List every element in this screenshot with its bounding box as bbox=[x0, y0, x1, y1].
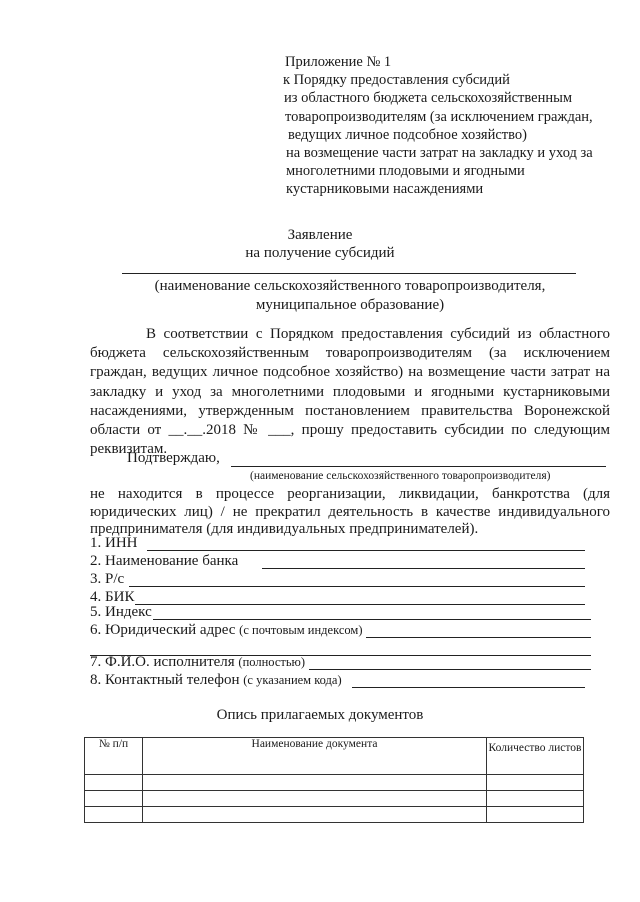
table-header-row bbox=[85, 738, 584, 775]
applicant-caption: (наименование сельскохозяйственного товаропроизводителя, муниципальное образование) bbox=[154, 278, 546, 313]
field-phone: 8. Контактный телефон (с указанием кода) bbox=[90, 672, 342, 688]
field-inn-line[interactable] bbox=[147, 550, 585, 551]
applicant-name-line[interactable] bbox=[122, 273, 576, 274]
annex-line: к Порядку предоставления субсидий bbox=[283, 72, 510, 89]
field-legal-address: 6. Юридический адрес (с почтовым индексом) bbox=[90, 622, 363, 638]
table-row bbox=[85, 775, 584, 791]
annex-line: товаропроизводителям (за исключением граждан, bbox=[285, 108, 593, 125]
table-cell[interactable] bbox=[143, 775, 487, 791]
annex-line: Приложение № 1 bbox=[285, 54, 392, 70]
table-cell[interactable] bbox=[487, 791, 584, 807]
annex-line: из областного бюджета сельскохозяйственным bbox=[284, 90, 573, 107]
field-bik: 4. БИК bbox=[90, 589, 135, 605]
table-row bbox=[85, 807, 584, 823]
main-paragraph: В соответствии с Порядком предоставления субсидий из областного бюджета сельскохозяйственным товаропроизводителям (за исключением граждан, ведущих личное подсобное хозяйство) на возмещение части затрат на закладку и уход за многолетними плодовыми и ягодными кустарниковыми насаждениями, утвержденным постановлением правительства Воронежской области от __.__.2018 № ___, прошу предоставить субсидии по следующим реквизитам. bbox=[90, 326, 610, 458]
field-bank-name: 2. Наименование банка bbox=[90, 553, 239, 569]
field-bik-line[interactable] bbox=[135, 604, 585, 605]
field-executor-line[interactable] bbox=[309, 669, 591, 670]
field-bank-name-line[interactable] bbox=[262, 568, 585, 569]
table-cell[interactable] bbox=[85, 775, 143, 791]
table-cell[interactable] bbox=[85, 791, 143, 807]
column-header-document: Наименование документа bbox=[143, 738, 487, 775]
field-index: 5. Индекс bbox=[90, 604, 152, 620]
document-title: Заявление bbox=[287, 227, 353, 243]
field-index-line[interactable] bbox=[153, 619, 591, 620]
table-cell[interactable] bbox=[143, 791, 487, 807]
annex-line: кустарниковыми насаждениями bbox=[286, 181, 484, 198]
confirm-name-line[interactable] bbox=[231, 466, 606, 467]
field-inn: 1. ИНН bbox=[90, 535, 138, 551]
confirm-paragraph: не находится в процессе реорганизации, ликвидации, банкротства (для юридических лиц) / не прекратил деятельность в качестве индивидуального предпринимателя (для индивидуальных предпринимателей). bbox=[90, 486, 610, 537]
table-cell[interactable] bbox=[487, 807, 584, 823]
field-legal-address-line[interactable] bbox=[366, 637, 591, 638]
documents-title: Опись прилагаемых документов bbox=[216, 707, 424, 723]
documents-table bbox=[84, 737, 584, 823]
confirm-label: Подтверждаю, bbox=[127, 450, 220, 466]
annex-line: ведущих личное подсобное хозяйство) bbox=[288, 126, 527, 143]
field-account: 3. Р/с bbox=[90, 571, 125, 587]
annex-header bbox=[283, 53, 613, 199]
table-row bbox=[85, 791, 584, 807]
table-cell[interactable] bbox=[487, 775, 584, 791]
field-phone-line[interactable] bbox=[352, 687, 585, 688]
column-header-number: № п/п bbox=[85, 738, 143, 775]
document-subtitle: на получение субсидий bbox=[245, 245, 395, 261]
annex-line: на возмещение части затрат на закладку и уход за bbox=[286, 145, 593, 162]
field-executor: 7. Ф.И.О. исполнителя (полностью) bbox=[90, 654, 306, 670]
field-account-line[interactable] bbox=[129, 586, 585, 587]
table-cell[interactable] bbox=[85, 807, 143, 823]
column-header-pages: Количество листов bbox=[487, 738, 584, 775]
confirm-caption: (наименование сельскохозяйственного товаропроизводителя) bbox=[250, 470, 551, 482]
annex-line: многолетними плодовыми и ягодными bbox=[286, 163, 525, 180]
table-cell[interactable] bbox=[143, 807, 487, 823]
